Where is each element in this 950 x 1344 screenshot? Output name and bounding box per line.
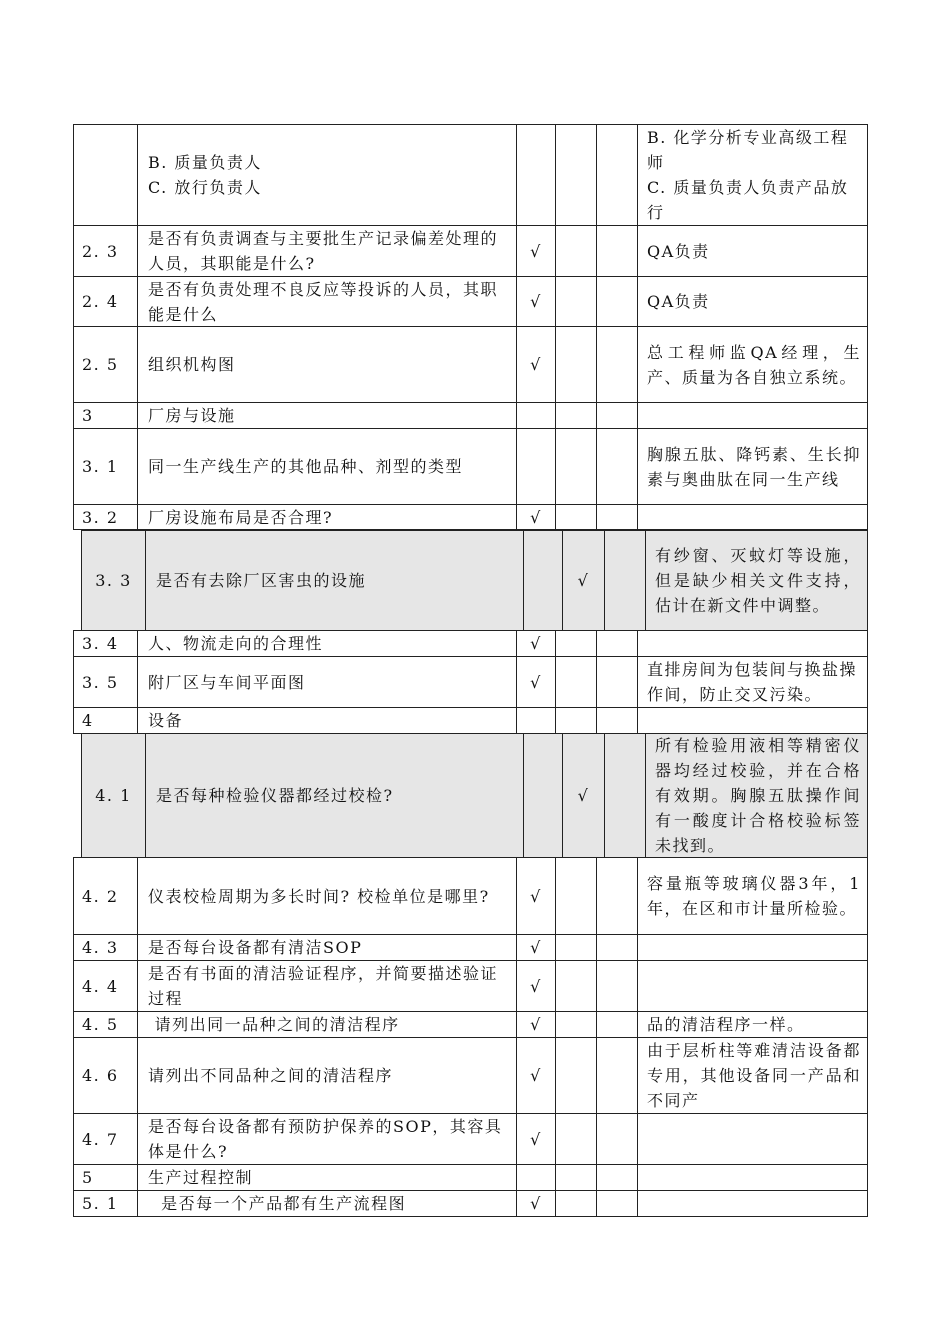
section-row — [73, 402, 868, 429]
check-no — [556, 1012, 597, 1037]
check-no — [556, 1114, 597, 1164]
section-title: 生产过程控制 — [138, 1165, 517, 1190]
check-no: √ — [563, 531, 605, 630]
item-remark: 胸腺五肽、降钙素、生长抑素与奥曲肽在同一生产线 — [647, 444, 861, 489]
check-na — [597, 935, 638, 960]
check-no — [556, 1191, 597, 1216]
check-no — [556, 505, 597, 529]
check-na — [597, 1012, 638, 1037]
item-number — [74, 125, 138, 225]
item-number: 4. 3 — [74, 935, 138, 960]
item-question: 是否有负责处理不良反应等投诉的人员，其职能是什么 — [138, 277, 517, 326]
item-remark: 直排房间为包装间与换盐操作间，防止交叉污染。 — [647, 660, 858, 704]
section-number: 4 — [74, 708, 138, 733]
item-number: 4. 4 — [74, 961, 138, 1011]
table-row — [73, 326, 868, 403]
item-remark — [638, 1114, 867, 1164]
item-question: 是否每台设备都有预防护保养的SOP，其容具体是什么? — [138, 1114, 517, 1164]
item-question: 是否有书面的清洁验证程序，并简要描述验证过程 — [138, 961, 517, 1011]
check-na — [605, 734, 646, 857]
item-remark — [638, 403, 867, 428]
item-question: 厂房设施布局是否合理? — [138, 505, 517, 529]
section-title: 厂房与设施 — [138, 403, 517, 428]
table-row — [73, 656, 868, 708]
check-na — [597, 1038, 638, 1113]
table-row — [73, 504, 868, 530]
table-row — [73, 1113, 868, 1165]
item-number: 2. 5 — [74, 327, 138, 402]
check-na — [597, 277, 638, 326]
check-na — [597, 1114, 638, 1164]
item-number: 3. 3 — [82, 531, 146, 630]
check-no — [556, 125, 597, 225]
check-na — [597, 631, 638, 656]
item-remark: 有纱窗、灭蚊灯等设施，但是缺少相关文件支持，估计在新文件中调整。 — [655, 546, 861, 615]
item-remark — [638, 1191, 867, 1216]
item-remark — [638, 505, 867, 529]
item-question: B. 质量负责人 C. 放行负责人 — [138, 125, 517, 225]
item-question: 请列出不同品种之间的清洁程序 — [138, 1038, 517, 1113]
item-number: 4. 7 — [74, 1114, 138, 1164]
check-na — [597, 403, 638, 428]
check-yes — [517, 125, 556, 225]
item-remark: 容量瓶等玻璃仪器3年，1年，在区和市计量所检验。 — [647, 874, 861, 918]
section-number: 5 — [74, 1165, 138, 1190]
item-question: 是否每一个产品都有生产流程图 — [138, 1191, 517, 1216]
check-na — [597, 505, 638, 529]
item-remark — [638, 708, 867, 733]
check-no — [556, 631, 597, 656]
check-yes: √ — [517, 1114, 556, 1164]
check-yes: √ — [517, 277, 556, 326]
item-number: 3. 1 — [74, 429, 138, 504]
item-remark: B. 化学分析专业高级工程师 C. 质量负责人负责产品放行 — [647, 128, 849, 222]
table-row-highlighted — [81, 733, 868, 858]
item-remark — [638, 1165, 867, 1190]
table-row — [73, 1190, 868, 1217]
table-row — [73, 225, 868, 277]
table-row — [73, 1037, 868, 1114]
item-number: 3. 4 — [74, 631, 138, 656]
check-yes — [517, 403, 556, 428]
item-question: 人、物流走向的合理性 — [138, 631, 517, 656]
check-na — [597, 961, 638, 1011]
item-number: 3. 5 — [74, 657, 138, 707]
check-na — [597, 226, 638, 276]
item-number: 2. 3 — [74, 226, 138, 276]
check-no — [556, 961, 597, 1011]
table-row — [73, 124, 868, 226]
item-question: 请列出同一品种之间的清洁程序 — [138, 1012, 517, 1037]
item-number: 5. 1 — [74, 1191, 138, 1216]
check-no — [556, 403, 597, 428]
item-remark — [638, 631, 867, 656]
check-yes: √ — [517, 327, 556, 402]
check-na — [605, 531, 646, 630]
table-row — [73, 857, 868, 935]
item-remark — [638, 961, 867, 1011]
item-number: 3. 2 — [74, 505, 138, 529]
item-question: 是否有负责调查与主要批生产记录偏差处理的人员，其职能是什么? — [138, 226, 517, 276]
section-title: 设备 — [138, 708, 517, 733]
item-question: 组织机构图 — [138, 327, 517, 402]
check-yes — [517, 429, 556, 504]
item-remark: 由于层析柱等难清洁设备都专用，其他设备同一产品和不同产 — [647, 1041, 861, 1110]
check-na — [597, 858, 638, 934]
section-row — [73, 1164, 868, 1191]
check-no — [556, 708, 597, 733]
check-na — [597, 327, 638, 402]
item-number: 4. 6 — [74, 1038, 138, 1113]
table-row — [73, 960, 868, 1012]
check-no — [556, 429, 597, 504]
item-question: 同一生产线生产的其他品种、剂型的类型 — [138, 429, 517, 504]
item-question: 是否每台设备都有清洁SOP — [138, 935, 517, 960]
section-number: 3 — [74, 403, 138, 428]
check-no: √ — [563, 734, 605, 857]
item-number: 4. 1 — [82, 734, 146, 857]
item-question: 仪表校检周期为多长时间? 校检单位是哪里? — [138, 858, 517, 934]
check-yes: √ — [517, 935, 556, 960]
item-remark: QA负责 — [647, 241, 710, 261]
check-yes: √ — [517, 1191, 556, 1216]
check-yes — [524, 531, 563, 630]
item-remark — [638, 935, 867, 960]
check-na — [597, 125, 638, 225]
table-row — [73, 630, 868, 657]
check-no — [556, 1165, 597, 1190]
item-remark: 品的清洁程序一样。 — [647, 1015, 805, 1034]
check-na — [597, 1165, 638, 1190]
check-no — [556, 1038, 597, 1113]
item-remark: QA负责 — [647, 292, 710, 311]
item-question: 是否每种检验仪器都经过校检? — [146, 734, 524, 857]
check-na — [597, 429, 638, 504]
check-no — [556, 277, 597, 326]
table-row — [73, 934, 868, 961]
item-question: 附厂区与车间平面图 — [138, 657, 517, 707]
check-yes: √ — [517, 631, 556, 656]
check-yes: √ — [517, 226, 556, 276]
check-yes — [517, 708, 556, 733]
table-row — [73, 1011, 868, 1038]
check-yes: √ — [517, 505, 556, 529]
check-na — [597, 657, 638, 707]
item-number: 4. 2 — [74, 858, 138, 934]
check-yes: √ — [517, 1012, 556, 1037]
section-row — [73, 707, 868, 734]
item-remark: 所有检验用液相等精密仪器均经过校验，并在合格有效期。胸腺五肽操作间有一酸度计合格校验标签未找到。 — [655, 736, 861, 855]
table-row-highlighted — [81, 530, 868, 631]
check-yes — [517, 1165, 556, 1190]
check-yes: √ — [517, 961, 556, 1011]
check-no — [556, 858, 597, 934]
item-remark: 总工程师监QA经理，生产、质量为各自独立系统。 — [647, 342, 861, 387]
check-no — [556, 657, 597, 707]
table-row — [73, 276, 868, 327]
check-na — [597, 708, 638, 733]
check-no — [556, 327, 597, 402]
check-yes: √ — [517, 858, 556, 934]
check-yes: √ — [517, 1038, 556, 1113]
check-yes — [524, 734, 563, 857]
item-number: 2. 4 — [74, 277, 138, 326]
check-na — [597, 1191, 638, 1216]
check-no — [556, 226, 597, 276]
check-yes: √ — [517, 657, 556, 707]
table-row — [73, 428, 868, 505]
item-number: 4. 5 — [74, 1012, 138, 1037]
item-question: 是否有去除厂区害虫的设施 — [146, 531, 524, 630]
check-no — [556, 935, 597, 960]
